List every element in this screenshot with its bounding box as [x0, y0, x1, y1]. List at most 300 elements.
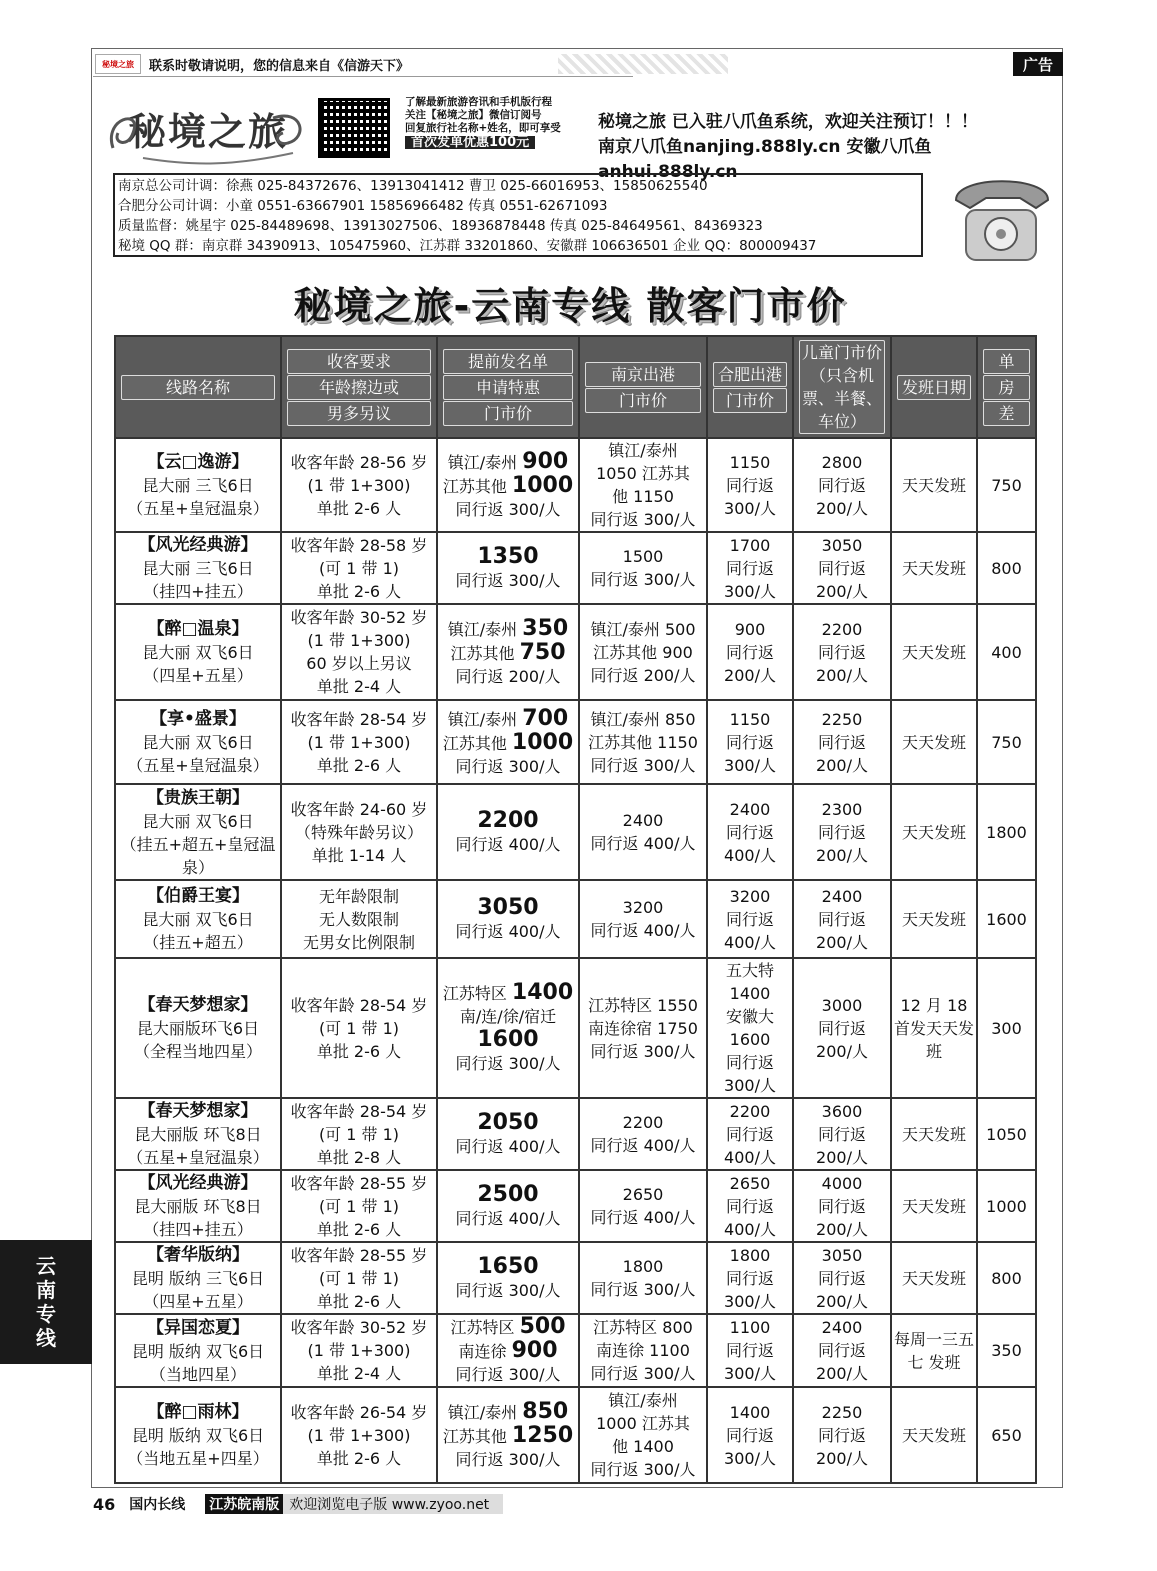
departure-date: 天天发班 — [901, 909, 966, 929]
nanjing-price-line: 同行返 400/人 — [590, 834, 696, 853]
rebate-text: 同行返 200/人 — [455, 666, 561, 686]
route-cell — [115, 958, 281, 1098]
swirl-ornament-icon — [103, 88, 313, 168]
requirement-cell — [281, 438, 437, 532]
early-price-cell — [437, 1387, 579, 1483]
single-supplement: 800 — [991, 558, 1022, 578]
requirement-line: (可 1 带 1) — [318, 558, 400, 578]
rebate-text: 同行返 300/人 — [455, 570, 561, 590]
nanjing-price-line: 他 1400 — [612, 1437, 674, 1456]
hefei-price-line: 1800 — [729, 1245, 771, 1265]
departure-date: 天天发班 — [901, 1268, 966, 1288]
child-price-line: 200/人 — [816, 1219, 868, 1239]
price-value: 850 — [522, 1398, 569, 1424]
header-requirements: 收客要求 年龄擦边或 男多另议 — [281, 336, 437, 438]
requirement-line: 无男女比例限制 — [302, 932, 415, 952]
early-price-cell — [437, 1242, 579, 1314]
rebate-text: 同行返 300/人 — [455, 499, 561, 519]
route-cell — [115, 784, 281, 880]
hefei-price-line: 2400 — [729, 799, 771, 819]
nanjing-price-cell — [579, 700, 707, 784]
route-hotel: （五星+皇冠温泉） — [127, 499, 269, 518]
price-label: 镇江/泰州 — [447, 452, 523, 472]
departure-date: 12 月 18 首发天天发班 — [894, 995, 975, 1061]
requirement-cell — [281, 1387, 437, 1483]
side-tab-char: 云 — [36, 1254, 56, 1278]
hefei-price-line: 300/人 — [724, 498, 776, 518]
single-supplement-cell — [977, 700, 1036, 784]
nanjing-price-cell — [579, 1170, 707, 1242]
hefei-price-cell — [707, 438, 793, 532]
section-name: 国内长线 — [129, 1497, 186, 1513]
nanjing-price-line: 镇江/泰州 — [608, 441, 678, 460]
hefei-price-line: 同行返 — [725, 909, 774, 929]
single-supplement-cell — [977, 438, 1036, 532]
requirement-line: (1 带 1+300) — [307, 631, 411, 650]
child-price-line: 同行返 — [817, 642, 866, 662]
price-value: 900 — [511, 1338, 558, 1363]
requirement-cell — [281, 958, 437, 1098]
route-hotel: （挂四+挂五） — [143, 582, 253, 601]
price-value: 750 — [519, 639, 566, 665]
route-hotel: （五星+皇冠温泉） — [127, 1148, 269, 1167]
date-cell — [891, 1098, 977, 1170]
table-header-row — [115, 336, 1036, 438]
header-early-price: 提前发名单 申请特惠 门市价 — [437, 336, 579, 438]
route-cell — [115, 1314, 281, 1387]
hefei-price-line: 安徽大 — [725, 1007, 774, 1026]
route-cell — [115, 1098, 281, 1170]
price-label: 镇江/泰州 — [447, 619, 523, 639]
requirement-cell — [281, 1170, 437, 1242]
route-cell — [115, 532, 281, 604]
nanjing-price-line: 2650 — [622, 1185, 664, 1204]
hefei-price-cell — [707, 958, 793, 1098]
nanjing-price-cell — [579, 532, 707, 604]
route-hotel: （挂五+超五） — [143, 933, 253, 952]
price-value: 900 — [522, 448, 569, 474]
child-price-line: 2200 — [821, 619, 863, 639]
price-label: 南/连/徐/宿迁 — [459, 1007, 557, 1026]
edition-label: 江苏皖南版 — [205, 1494, 283, 1514]
nanjing-price-cell — [579, 880, 707, 958]
hefei-price-line: 同行返 — [725, 732, 774, 752]
route-hotel: （当地五星+四星） — [127, 1449, 269, 1468]
price-label: 江苏特区 — [442, 984, 512, 1003]
route-name: 【醉□雨林】 — [147, 1402, 249, 1422]
side-tab-char: 南 — [36, 1278, 56, 1302]
announcement-line-1: 秘境之旅 已入驻八爪鱼系统，欢迎关注预订！！！ — [598, 112, 978, 132]
table-row — [115, 784, 1036, 880]
child-price-line: 同行返 — [817, 1268, 866, 1288]
child-price-line: 2300 — [821, 799, 863, 819]
announcement-line-2: 南京八爪鱼nanjing.888ly.cn 安徽八爪鱼anhui.888ly.cn — [598, 137, 932, 182]
requirement-line: 无年龄限制 — [318, 886, 399, 906]
departure-date: 每周一三五七 发班 — [894, 1329, 975, 1372]
hefei-price-line: 同行返 — [725, 1268, 774, 1288]
nanjing-price-line: 同行返 400/人 — [590, 1136, 696, 1155]
price-value: 1350 — [477, 543, 539, 569]
route-cell — [115, 1387, 281, 1483]
departure-date: 天天发班 — [901, 475, 966, 495]
contact-line: 质量监督：姚星宇 025-84489698、13913027506、18936878448 传真 025-84649561、84369323 — [118, 218, 763, 234]
nanjing-price-line: 1050 江苏其 — [596, 464, 690, 483]
child-price-line: 200/人 — [816, 1041, 868, 1061]
early-price-cell — [437, 438, 579, 532]
early-price-cell — [437, 604, 579, 700]
hefei-price-line: 400/人 — [724, 932, 776, 952]
rebate-text: 同行返 400/人 — [455, 1208, 561, 1228]
nanjing-price-line: 1500 — [622, 547, 664, 566]
price-label: 江苏其他 — [450, 643, 520, 663]
price-value: 1000 — [511, 472, 574, 498]
child-price-line: 200/人 — [816, 932, 868, 952]
child-price-cell — [793, 438, 891, 532]
child-price-line: 同行返 — [817, 1018, 866, 1038]
nanjing-price-line: 他 1150 — [612, 487, 674, 506]
requirement-line: 单批 2-6 人 — [316, 755, 402, 775]
requirement-line: (可 1 带 1) — [318, 1018, 400, 1038]
promo-badge: 首次发单优惠100元 — [405, 136, 535, 149]
price-value: 1400 — [511, 980, 574, 1005]
departure-date: 天天发班 — [901, 1124, 966, 1144]
single-supplement-cell — [977, 1242, 1036, 1314]
route-desc: 昆大丽 双飞6日 — [142, 733, 254, 752]
single-supplement-cell — [977, 880, 1036, 958]
table-row — [115, 958, 1036, 1098]
requirement-line: （特殊年龄另议） — [294, 822, 423, 842]
side-tab-char: 专 — [36, 1302, 56, 1326]
rebate-text: 同行返 300/人 — [455, 1449, 561, 1469]
child-price-line: 同行返 — [817, 558, 866, 578]
child-price-line: 200/人 — [816, 498, 868, 518]
table-row — [115, 1170, 1036, 1242]
single-supplement: 1000 — [986, 1196, 1027, 1216]
nanjing-price-line: 镇江/泰州 500 — [590, 619, 696, 639]
hefei-price-line: 3200 — [729, 886, 771, 906]
route-cell — [115, 880, 281, 958]
departure-date: 天天发班 — [901, 1196, 966, 1216]
hefei-price-line: 400/人 — [724, 1219, 776, 1239]
rebate-text: 同行返 300/人 — [455, 1280, 561, 1300]
telephone-icon — [948, 160, 1058, 272]
table-row — [115, 700, 1036, 784]
requirement-line: 单批 2-8 人 — [316, 1147, 402, 1167]
route-cell — [115, 1242, 281, 1314]
nanjing-price-cell — [579, 958, 707, 1098]
requirement-line: 收客年龄 30-52 岁 — [290, 1318, 428, 1337]
date-cell — [891, 438, 977, 532]
child-price-line: 2400 — [821, 886, 863, 906]
route-hotel: （挂四+挂五） — [143, 1220, 253, 1239]
contact-line: 秘境 QQ 群：南京群 34390913、105475960、江苏群 33201860、安徽群 106636501 企业 QQ：800009437 — [118, 238, 817, 254]
price-value: 1650 — [477, 1253, 539, 1279]
table-row — [115, 532, 1036, 604]
requirement-line: (可 1 带 1) — [318, 1268, 400, 1288]
requirement-line: (1 带 1+300) — [307, 475, 411, 495]
requirement-line: 收客年龄 28-58 岁 — [290, 535, 428, 555]
departure-date: 天天发班 — [901, 558, 966, 578]
hefei-price-cell — [707, 1242, 793, 1314]
hefei-price-line: 同行返 — [725, 1124, 774, 1144]
route-hotel: （全程当地四星） — [133, 1042, 262, 1061]
nanjing-price-line: 同行返 400/人 — [590, 1208, 696, 1227]
single-supplement: 350 — [991, 1341, 1022, 1360]
nanjing-price-line: 1000 江苏其 — [596, 1414, 690, 1433]
requirement-line: 单批 2-6 人 — [316, 1448, 402, 1468]
route-name: 【贵族王朝】 — [147, 787, 249, 808]
nanjing-price-line: 南连徐 1100 — [596, 1341, 690, 1360]
date-cell — [891, 1387, 977, 1483]
child-price-line: 200/人 — [816, 581, 868, 601]
departure-date: 天天发班 — [901, 1425, 966, 1445]
single-supplement-cell — [977, 958, 1036, 1098]
nanjing-price-line: 江苏其他 1150 — [588, 732, 698, 752]
price-label: 镇江/泰州 — [447, 1402, 523, 1422]
top-notice-bar — [93, 52, 633, 77]
child-price-line: 同行返 — [817, 475, 866, 495]
brand-name: 秘境之旅 — [127, 108, 288, 154]
requirement-line: 60 岁以上另议 — [306, 654, 412, 673]
notice-text: 联系时敬请说明，您的信息来自《信游天下》 — [149, 58, 410, 74]
nanjing-price-line: 同行返 300/人 — [590, 1041, 696, 1061]
hefei-price-line: 同行返 — [725, 1425, 774, 1445]
requirement-line: 无人数限制 — [318, 909, 399, 929]
requirement-cell — [281, 880, 437, 958]
requirement-line: 收客年龄 28-55 岁 — [290, 1245, 428, 1265]
departure-date: 天天发班 — [901, 642, 966, 662]
nanjing-price-line: 同行返 300/人 — [590, 570, 696, 589]
magazine-logo: 秘境之旅 — [95, 54, 141, 74]
requirement-line: (可 1 带 1) — [318, 1196, 400, 1216]
rebate-text: 同行返 300/人 — [455, 1054, 561, 1073]
requirement-cell — [281, 700, 437, 784]
child-price-cell — [793, 1098, 891, 1170]
child-price-line: 2400 — [821, 1318, 863, 1337]
hefei-price-line: 300/人 — [724, 755, 776, 775]
single-supplement-cell — [977, 1170, 1036, 1242]
route-name: 【风光经典游】 — [138, 1173, 258, 1193]
child-price-line: 2250 — [821, 709, 863, 729]
qr-code[interactable] — [318, 98, 390, 158]
requirement-line: 收客年龄 28-56 岁 — [290, 452, 428, 472]
child-price-line: 同行返 — [817, 1425, 866, 1445]
header-date: 发班日期 — [891, 336, 977, 438]
child-price-line: 3000 — [821, 995, 863, 1015]
date-cell — [891, 784, 977, 880]
price-table — [114, 335, 1037, 1484]
side-tab-char: 线 — [36, 1326, 56, 1350]
date-cell — [891, 700, 977, 784]
single-supplement-cell — [977, 532, 1036, 604]
requirement-line: 收客年龄 30-52 岁 — [290, 608, 428, 627]
nanjing-price-cell — [579, 1314, 707, 1387]
price-label: 江苏特区 — [450, 1318, 520, 1337]
brand-logo — [103, 88, 313, 168]
route-name: 【异国恋夏】 — [147, 1317, 249, 1338]
child-price-line: 200/人 — [816, 1364, 868, 1383]
header-hefei: 合肥出港 门市价 — [707, 336, 793, 438]
requirement-cell — [281, 784, 437, 880]
table-row — [115, 1242, 1036, 1314]
promo-line-1: 了解最新旅游咨讯和手机版行程 — [405, 96, 552, 108]
child-price-line: 3050 — [821, 535, 863, 555]
route-desc: 昆明 版纳 双飞6日 — [131, 1426, 265, 1445]
hefei-price-line: 900 — [734, 619, 766, 639]
child-price-line: 200/人 — [816, 845, 868, 865]
route-desc: 昆大丽 三飞6日 — [142, 559, 254, 578]
single-supplement: 400 — [991, 642, 1022, 662]
route-name: 【奢华版纳】 — [147, 1245, 249, 1265]
hefei-price-cell — [707, 784, 793, 880]
price-value: 700 — [522, 705, 569, 731]
date-cell — [891, 604, 977, 700]
child-price-cell — [793, 880, 891, 958]
hefei-price-cell — [707, 1387, 793, 1483]
page-number: 46 — [93, 1494, 116, 1514]
hefei-price-line: 300/人 — [724, 1448, 776, 1468]
contact-line: 合肥分公司计调：小童 0551-63667901 15856966482 传真 0551-62671093 — [118, 198, 608, 214]
website-link[interactable]: 欢迎浏览电子版 www.zyoo.net — [283, 1494, 503, 1514]
route-name: 【春天梦想家】 — [138, 995, 258, 1015]
single-supplement: 300 — [991, 1018, 1022, 1038]
contact-box — [113, 173, 923, 257]
route-desc: 昆大丽版 环飞8日 — [134, 1197, 262, 1216]
hefei-price-line: 400/人 — [724, 1147, 776, 1167]
single-supplement: 1600 — [986, 909, 1027, 929]
child-price-line: 200/人 — [816, 1448, 868, 1468]
route-hotel: （挂五+超五+皇冠温泉） — [120, 834, 276, 877]
requirement-line: 单批 2-6 人 — [316, 1041, 402, 1061]
promo-line-2: 关注【秘境之旅】微信订阅号 — [405, 109, 542, 121]
requirement-line: 单批 2-6 人 — [316, 498, 402, 518]
nanjing-price-line: 江苏特区 800 — [593, 1318, 693, 1337]
nanjing-price-line: 1800 — [622, 1257, 664, 1276]
rebate-text: 同行返 400/人 — [455, 1136, 561, 1156]
child-price-line: 同行返 — [817, 1196, 866, 1216]
hefei-price-cell — [707, 1098, 793, 1170]
child-price-cell — [793, 1170, 891, 1242]
child-price-cell — [793, 604, 891, 700]
hefei-price-line: 300/人 — [724, 1364, 776, 1383]
child-price-line: 200/人 — [816, 1291, 868, 1311]
child-price-line: 2250 — [821, 1402, 863, 1422]
price-value: 3050 — [477, 894, 539, 920]
route-cell — [115, 438, 281, 532]
child-price-cell — [793, 1314, 891, 1387]
table-row — [115, 1387, 1036, 1483]
hefei-price-line: 2200 — [729, 1101, 771, 1121]
hefei-price-cell — [707, 604, 793, 700]
nanjing-price-cell — [579, 438, 707, 532]
single-supplement: 800 — [991, 1268, 1022, 1288]
nanjing-price-line: 同行返 300/人 — [590, 1364, 696, 1383]
header-child: 儿童门市价（只含机票、半餐、车位） — [793, 336, 891, 438]
hefei-price-line: 2650 — [729, 1173, 771, 1193]
child-price-line: 同行返 — [817, 1341, 866, 1360]
price-label: 南连徐 — [458, 1342, 512, 1361]
hefei-price-line: 300/人 — [724, 1291, 776, 1311]
requirement-line: (可 1 带 1) — [318, 1124, 400, 1144]
promo-line-3: 回复旅行社名称+姓名，即可享受 — [405, 122, 561, 134]
nanjing-price-line: 同行返 200/人 — [590, 665, 696, 685]
hefei-price-line: 400/人 — [724, 845, 776, 865]
route-name: 【醉□温泉】 — [147, 619, 249, 639]
requirement-line: 单批 2-4 人 — [316, 1364, 402, 1383]
child-price-line: 200/人 — [816, 665, 868, 685]
route-desc: 昆大丽 三飞6日 — [142, 476, 254, 495]
requirement-line: 收客年龄 28-54 岁 — [290, 1101, 428, 1121]
nanjing-price-line: 镇江/泰州 — [608, 1391, 678, 1410]
requirement-line: 单批 2-6 人 — [316, 581, 402, 601]
early-price-cell — [437, 532, 579, 604]
nanjing-price-line: 2200 — [622, 1113, 664, 1132]
price-label: 江苏其他 — [442, 1426, 512, 1446]
requirement-cell — [281, 1098, 437, 1170]
single-supplement-cell — [977, 604, 1036, 700]
departure-date: 天天发班 — [901, 732, 966, 752]
requirement-line: 单批 1-14 人 — [311, 845, 407, 865]
nanjing-price-line: 3200 — [622, 898, 664, 917]
table-row — [115, 1098, 1036, 1170]
single-supplement: 750 — [991, 732, 1022, 752]
hefei-price-line: 同行返 — [725, 475, 774, 495]
table-row — [115, 1314, 1036, 1387]
requirement-cell — [281, 604, 437, 700]
hefei-price-line: 同行返 — [725, 822, 774, 842]
table-body — [115, 438, 1036, 1483]
price-label: 江苏其他 — [442, 733, 512, 753]
price-label: 镇江/泰州 — [447, 709, 523, 729]
price-value: 350 — [522, 615, 569, 641]
route-desc: 昆大丽 双飞6日 — [142, 643, 254, 662]
header-route: 线路名称 — [115, 336, 281, 438]
hefei-price-line: 300/人 — [724, 581, 776, 601]
price-value: 2500 — [477, 1181, 539, 1207]
date-cell — [891, 958, 977, 1098]
single-supplement: 650 — [991, 1425, 1022, 1445]
requirement-line: 收客年龄 26-54 岁 — [290, 1402, 428, 1422]
nanjing-price-line: 江苏其他 900 — [593, 642, 693, 662]
early-price-cell — [437, 700, 579, 784]
route-hotel: （当地四星） — [149, 1364, 246, 1384]
route-cell — [115, 700, 281, 784]
rebate-text: 同行返 400/人 — [455, 834, 561, 854]
table-row — [115, 604, 1036, 700]
hefei-price-line: 同行返 — [725, 1196, 774, 1216]
child-price-line: 2800 — [821, 452, 863, 472]
section-side-tab — [0, 1240, 92, 1364]
date-cell — [891, 1242, 977, 1314]
rebate-text: 同行返 300/人 — [455, 756, 561, 776]
child-price-line: 同行返 — [817, 909, 866, 929]
child-price-cell — [793, 784, 891, 880]
hefei-price-line: 1150 — [729, 709, 771, 729]
route-name: 【伯爵王宴】 — [147, 886, 249, 906]
child-price-line: 200/人 — [816, 1147, 868, 1167]
price-value: 2050 — [477, 1109, 539, 1135]
hefei-price-line: 1600 — [729, 1030, 771, 1049]
requirement-line: 收客年龄 24-60 岁 — [290, 799, 428, 819]
header-single: 单 房 差 — [977, 336, 1036, 438]
requirement-line: 收客年龄 28-54 岁 — [290, 995, 428, 1015]
date-cell — [891, 532, 977, 604]
table-row — [115, 438, 1036, 532]
hefei-price-line: 1400 — [729, 1402, 771, 1422]
child-price-cell — [793, 1242, 891, 1314]
nanjing-price-cell — [579, 784, 707, 880]
route-hotel: （五星+皇冠温泉） — [127, 756, 269, 775]
